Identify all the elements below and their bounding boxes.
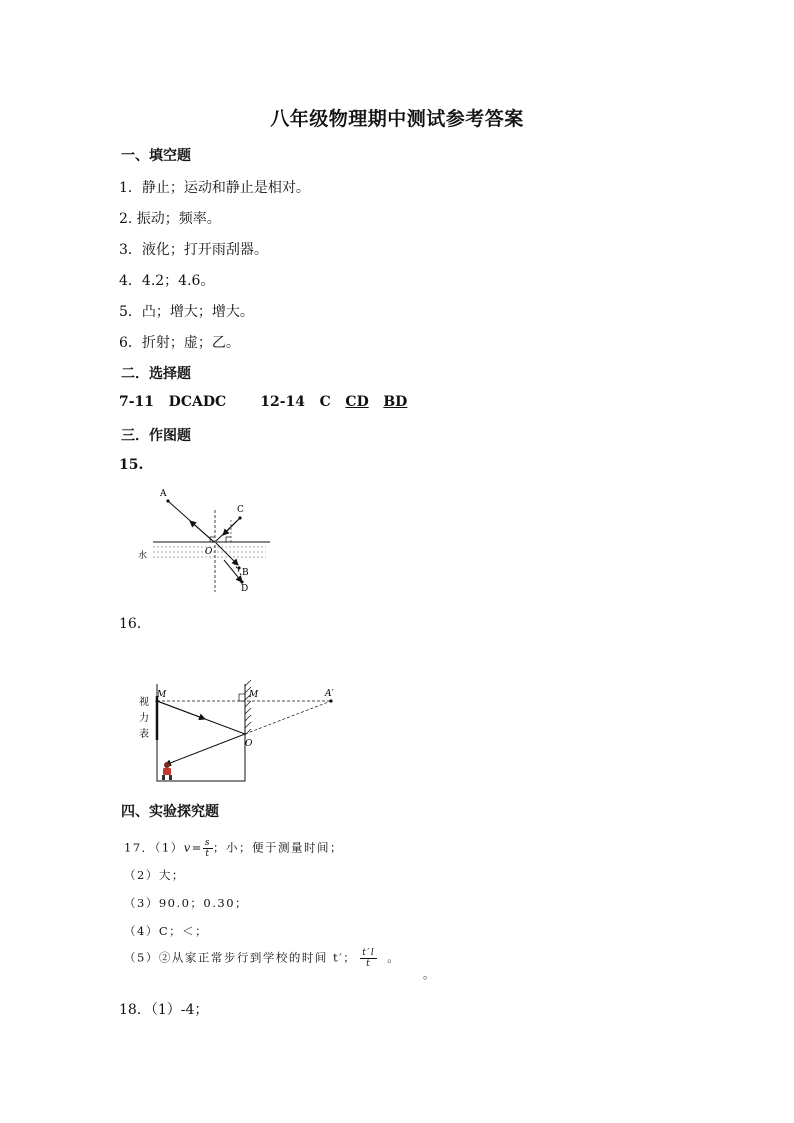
ray-m-o-arrow (157, 701, 205, 719)
room-outline (157, 684, 245, 781)
answer-q4: 4．4.2；4.6。 (119, 273, 215, 289)
q17-1-prefix: 17．（1） (124, 840, 184, 855)
ray-c-o-arrow (223, 518, 240, 535)
person-icon (162, 762, 172, 780)
answer-q6: 6．折射；虚；乙。 (119, 335, 240, 351)
ray-o-d (224, 560, 242, 582)
mcq-range-1: 7-11 (119, 394, 155, 410)
label-m-left: M (157, 690, 167, 700)
label-c: C (237, 505, 244, 515)
label-o: O (205, 547, 213, 557)
ray-o-b (216, 543, 238, 565)
answer-q18-1: 18．（1）-4； (119, 1002, 209, 1018)
answer-q2: 2. 振动；频率。 (119, 211, 221, 227)
answer-q17-5-extra-mark: 。 (423, 967, 436, 981)
answer-q5: 5．凸；增大；增大。 (119, 304, 254, 320)
page-title: 八年级物理期中测试参考答案 (270, 108, 524, 130)
q17-1-suffix: ；小；便于测量时间； (212, 840, 343, 855)
mcq-answer-1: DCADC (168, 394, 227, 410)
mcq-answer-3: CD (345, 394, 369, 410)
dashed-o-a-prime (245, 701, 331, 734)
answer-q17-4: （4）C；＜； (124, 924, 209, 938)
mirror-hatching (245, 680, 251, 735)
section-heading-experiment: 四、实验探究题 (121, 804, 219, 820)
figure-16-diagram (135, 676, 345, 788)
label-m-mirror: M (249, 690, 259, 700)
section-heading-choice: 二．选择题 (121, 366, 191, 382)
figure-15-diagram (130, 480, 280, 600)
right-angle-mark-right (226, 537, 231, 542)
point-c (238, 516, 241, 519)
q17-5-fraction (360, 948, 377, 969)
answer-q1: 1．静止；运动和静止是相对。 (119, 180, 310, 196)
mcq-range-2: 12-14 (260, 394, 306, 410)
answer-q3: 3．液化；打开雨刮器。 (119, 242, 268, 258)
q17-1-numerator: s (204, 838, 211, 848)
q17-5-denominator: t (366, 959, 372, 969)
q17-1-fraction (203, 838, 213, 859)
label-a: A (160, 489, 167, 499)
q17-5-suffix: 。 (387, 950, 401, 965)
q17-5-prefix: （5）②从家正常步行到学校的时间 t′； (124, 950, 357, 965)
ray-o-eye (165, 734, 245, 765)
mcq-answer-4: BD (383, 394, 408, 410)
answer-q17-5 (124, 948, 400, 969)
mcq-answer-2: C (319, 394, 331, 410)
answer-q17-1 (124, 838, 343, 859)
question-15-label: 15. (119, 457, 144, 473)
q17-1-formula-v: v= (183, 840, 203, 855)
label-chart-2: 力 (139, 713, 149, 724)
answer-q17-2: （2）大； (124, 868, 185, 882)
section-heading-fill-in: 一、填空题 (121, 148, 191, 164)
answer-q17-3: （3）90.0；0.30； (124, 896, 249, 910)
point-b (237, 566, 240, 569)
q17-1-denominator: t (205, 849, 211, 859)
point-a (166, 499, 169, 502)
right-angle-mark (239, 694, 245, 701)
point-a-prime (329, 699, 332, 702)
label-chart-3: 表 (139, 729, 149, 740)
label-b: B (242, 568, 249, 578)
section-heading-drawing: 三．作图题 (121, 428, 191, 444)
label-o: O (245, 739, 253, 749)
q17-5-numerator: t′l (362, 948, 376, 958)
label-chart-1: 视 (139, 697, 149, 708)
answer-choice-row (119, 394, 407, 410)
label-water: 水 (138, 551, 148, 561)
label-a-prime: A′ (325, 689, 334, 699)
question-16-label: 16． (119, 616, 151, 632)
ray-o-a-arrow (190, 521, 214, 542)
label-d: D (241, 584, 249, 594)
